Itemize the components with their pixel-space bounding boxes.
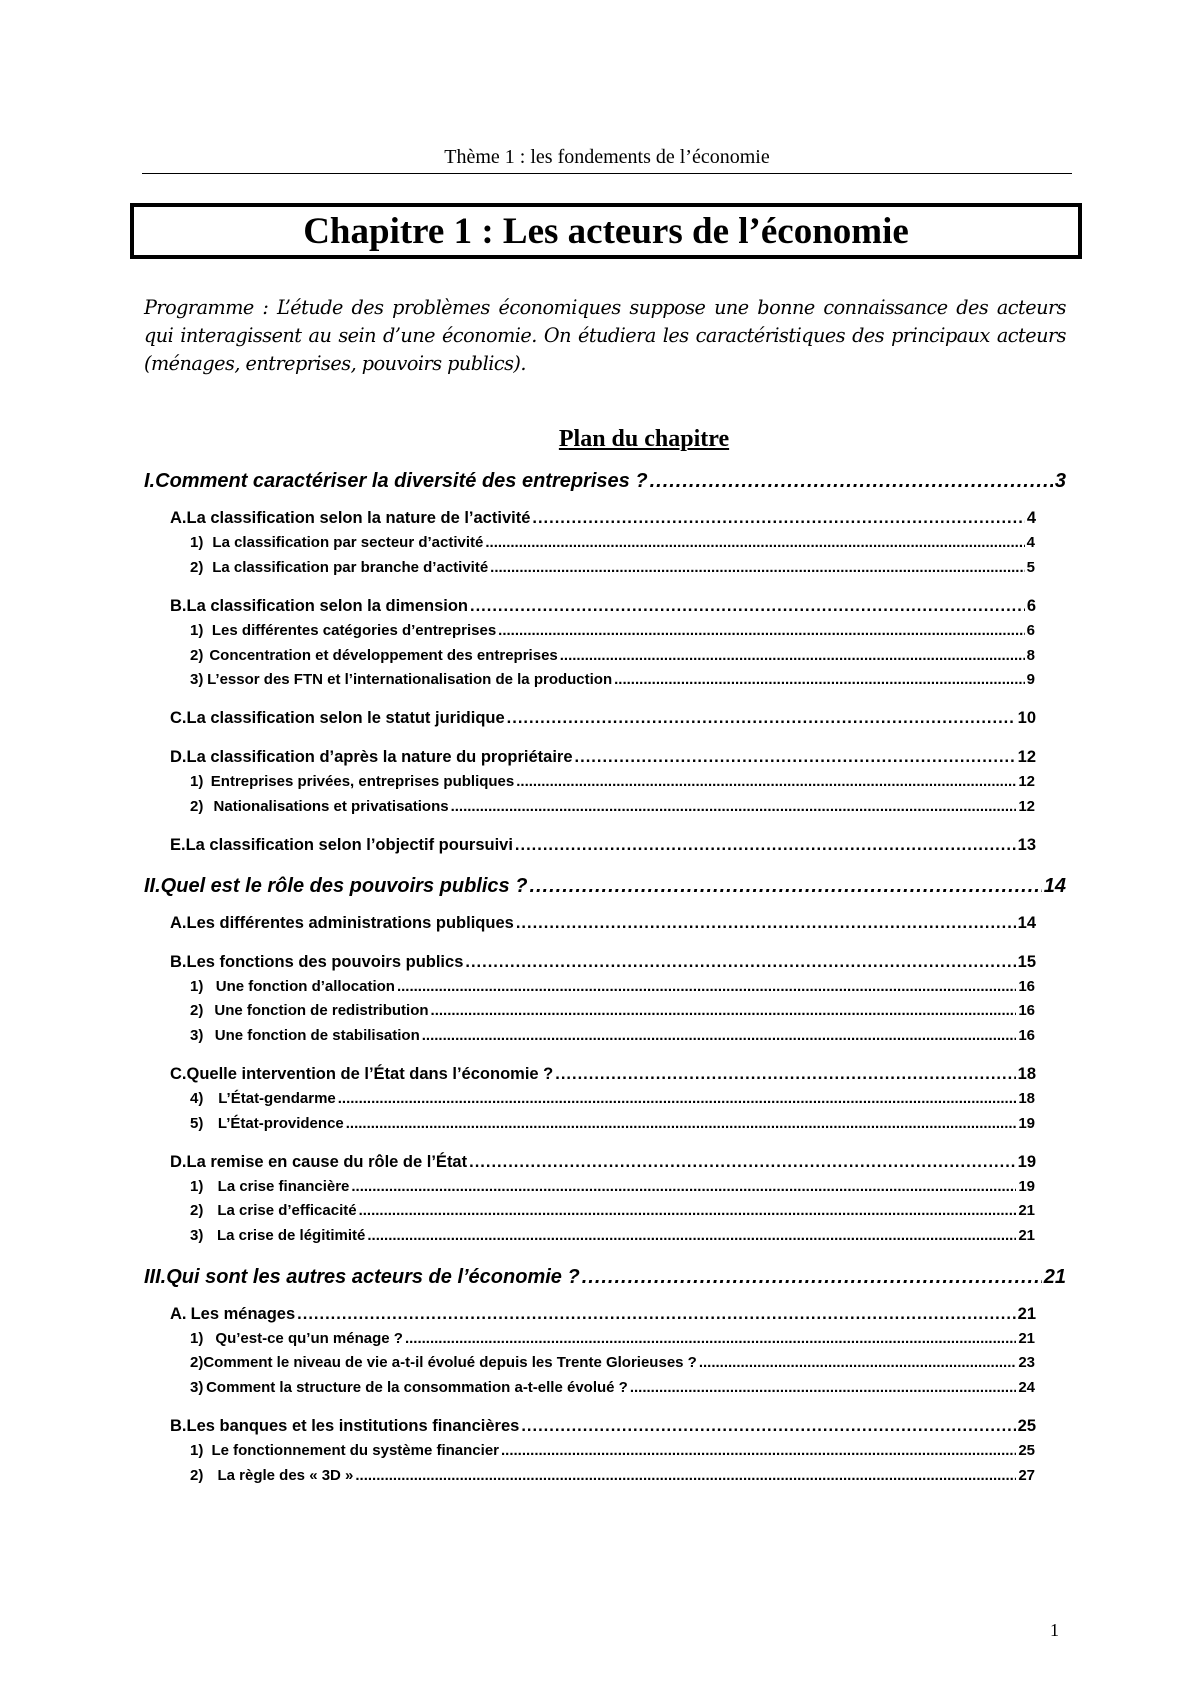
toc-leader-dots xyxy=(451,798,1017,815)
toc-entry xyxy=(190,1467,1035,1484)
toc-entry-label: La classification selon la nature de l’activité xyxy=(186,509,531,527)
toc-leader-dots xyxy=(470,597,1025,616)
toc-entry xyxy=(170,509,1036,528)
toc-entry-number: 1) xyxy=(190,978,204,995)
toc-entry-page: 4 xyxy=(1026,534,1035,551)
toc-leader-dots xyxy=(367,1227,1016,1244)
toc-entry-page: 21 xyxy=(1018,1202,1035,1219)
toc-entry xyxy=(190,534,1035,551)
programme-paragraph: Programme : L’étude des problèmes économiques suppose une bonne connaissance des acteurs qui interagissent au sein d’une économie. On étudiera les caractéristiques des principaux acteurs (ménages, entreprises, pouvoirs publics). xyxy=(144,296,1066,375)
toc-entry-number: C. xyxy=(170,1065,187,1083)
toc-entry-page: 16 xyxy=(1018,978,1035,995)
toc-entry xyxy=(170,709,1036,728)
toc-entry xyxy=(170,836,1036,855)
toc-entry xyxy=(190,978,1035,995)
toc-entry xyxy=(190,1330,1035,1347)
toc-entry-page: 5 xyxy=(1026,559,1035,576)
toc-entry-page: 25 xyxy=(1018,1442,1035,1459)
toc-entry xyxy=(170,1417,1036,1436)
toc-entry-label: Quelle intervention de l’État dans l’économie ? xyxy=(186,1065,554,1083)
toc-entry-label: La classification par secteur d’activité xyxy=(212,534,484,551)
toc-entry-page: 18 xyxy=(1017,1065,1036,1083)
chapter-title: Chapitre 1 : Les acteurs de l’économie xyxy=(303,210,909,252)
toc-leader-dots xyxy=(405,1330,1016,1347)
toc-leader-dots xyxy=(516,914,1016,933)
toc-leader-dots xyxy=(355,1467,1016,1484)
toc-entry-number: 2) xyxy=(190,1467,204,1484)
toc-entry-page: 12 xyxy=(1018,798,1035,815)
plan-title: Plan du chapitre xyxy=(558,426,730,452)
toc-entry xyxy=(144,875,1066,898)
toc-entry-page: 15 xyxy=(1017,953,1036,971)
toc-entry-page: 4 xyxy=(1026,509,1036,527)
toc-entry-label: Nationalisations et privatisations xyxy=(213,798,449,815)
toc-entry-number: D. xyxy=(170,1153,187,1171)
page-number: 1 xyxy=(1050,1620,1059,1640)
toc-entry-label: Les banques et les institutions financières xyxy=(186,1417,520,1435)
toc-entry xyxy=(170,597,1036,616)
toc-entry-label: L’essor des FTN et l’internationalisation de la production xyxy=(207,671,613,688)
toc-entry-label: La classification par branche d’activité xyxy=(212,559,489,576)
toc-entry-number: 2) xyxy=(190,798,204,815)
toc-entry-number: 2) xyxy=(190,1202,204,1219)
toc-entry-label: Qu’est-ce qu’un ménage ? xyxy=(215,1330,403,1347)
toc-entry-number: A. xyxy=(170,509,187,527)
toc-entry-number: II. xyxy=(144,875,161,897)
running-header: Thème 1 : les fondements de l’économie xyxy=(142,146,1072,174)
toc-entry-page: 25 xyxy=(1017,1417,1036,1435)
toc-leader-dots xyxy=(422,1027,1017,1044)
toc-leader-dots xyxy=(351,1178,1016,1195)
toc-leader-dots xyxy=(582,1266,1042,1289)
toc-leader-dots xyxy=(575,748,1016,767)
toc-entry xyxy=(170,953,1036,972)
toc-entry-label: L’État-providence xyxy=(217,1115,344,1132)
toc-entry-page: 24 xyxy=(1018,1379,1035,1396)
toc-entry xyxy=(190,622,1035,639)
toc-entry-label: Comment caractériser la diversité des entreprises ? xyxy=(155,470,648,492)
toc-entry xyxy=(170,1065,1036,1084)
toc-leader-dots xyxy=(515,836,1016,855)
toc-entry-number: C. xyxy=(170,709,187,727)
toc-entry-number: D. xyxy=(170,748,187,766)
toc-entry-label: Quel est le rôle des pouvoirs publics ? xyxy=(160,875,528,897)
toc-entry xyxy=(190,1178,1035,1195)
toc-leader-dots xyxy=(431,1002,1017,1019)
toc-leader-dots xyxy=(490,559,1024,576)
toc-entry xyxy=(190,671,1035,688)
toc-leader-dots xyxy=(516,773,1016,790)
toc-entry-number: 3) xyxy=(190,1027,204,1044)
toc-entry-number: 1) xyxy=(190,622,204,639)
toc-entry-number: 1) xyxy=(190,1178,204,1195)
toc-entry-label: L’État-gendarme xyxy=(218,1090,336,1107)
toc-entry-number: 1) xyxy=(190,1442,204,1459)
toc-leader-dots xyxy=(498,622,1024,639)
toc-leader-dots xyxy=(359,1202,1017,1219)
toc-entry-label: La classification d’après la nature du propriétaire xyxy=(186,748,573,766)
toc-entry xyxy=(144,470,1066,493)
toc-entry xyxy=(170,914,1036,933)
toc-entry-page: 21 xyxy=(1043,1266,1066,1288)
toc-entry-number: I. xyxy=(144,470,156,492)
toc-entry-page: 19 xyxy=(1017,1153,1036,1171)
toc-entry xyxy=(190,1202,1035,1219)
toc-entry-label: Les différentes catégories d’entreprises xyxy=(211,622,497,639)
toc-entry-page: 16 xyxy=(1018,1002,1035,1019)
toc-entry-label: La classification selon le statut juridique xyxy=(186,709,505,727)
toc-entry-number: 1) xyxy=(190,773,204,790)
toc-entry-label: Les fonctions des pouvoirs publics xyxy=(186,953,464,971)
toc-entry-number: 2) xyxy=(190,647,204,664)
toc-leader-dots xyxy=(465,953,1015,972)
toc-entry-number: 1) xyxy=(190,534,204,551)
toc-entry-label: La remise en cause du rôle de l’État xyxy=(186,1153,468,1171)
toc-entry-page: 12 xyxy=(1018,773,1035,790)
toc-entry-label: Qui sont les autres acteurs de l’économie ? xyxy=(166,1266,580,1288)
toc-entry-page: 10 xyxy=(1017,709,1036,727)
toc-leader-dots xyxy=(630,1379,1016,1396)
toc-entry-number: 5) xyxy=(190,1115,204,1132)
toc-entry xyxy=(190,559,1035,576)
toc-entry xyxy=(190,1354,1035,1371)
toc-entry-number: 3) xyxy=(190,1227,204,1244)
toc-entry-label: La crise de légitimité xyxy=(216,1227,366,1244)
toc-entry-number: B. xyxy=(170,597,187,615)
toc-leader-dots xyxy=(397,978,1016,995)
toc-entry-number: 1) xyxy=(190,1330,204,1347)
toc-entry-number: 2) xyxy=(190,1002,204,1019)
toc-entry-page: 8 xyxy=(1026,647,1035,664)
toc-entry xyxy=(170,748,1036,767)
toc-entry-label: Les ménages xyxy=(190,1305,296,1323)
toc-entry-number: 3) xyxy=(190,1379,204,1396)
toc-leader-dots xyxy=(555,1065,1015,1084)
toc-leader-dots xyxy=(485,534,1024,551)
toc-entry xyxy=(190,1115,1035,1132)
toc-entry xyxy=(190,773,1035,790)
toc-entry-page: 16 xyxy=(1018,1027,1035,1044)
toc-entry-number: 4) xyxy=(190,1090,204,1107)
toc-entry-page: 27 xyxy=(1018,1467,1035,1484)
toc-leader-dots xyxy=(614,671,1025,688)
toc-entry-page: 9 xyxy=(1026,671,1035,688)
toc-entry-label: Les différentes administrations publiques xyxy=(186,914,514,932)
toc-entry-number: B. xyxy=(170,1417,187,1435)
toc-entry-label: La crise financière xyxy=(217,1178,350,1195)
toc-entry xyxy=(190,1027,1035,1044)
toc-entry xyxy=(170,1305,1036,1324)
toc-entry-label: Une fonction de redistribution xyxy=(214,1002,429,1019)
toc-leader-dots xyxy=(469,1153,1016,1172)
toc-entry xyxy=(170,1153,1036,1172)
toc-entry-page: 19 xyxy=(1018,1178,1035,1195)
toc-entry-page: 12 xyxy=(1017,748,1036,766)
toc-leader-dots xyxy=(501,1442,1016,1459)
toc-entry xyxy=(190,1227,1035,1244)
toc-entry-page: 18 xyxy=(1018,1090,1035,1107)
toc-entry-number: 2) xyxy=(190,1354,204,1371)
toc-entry xyxy=(190,1002,1035,1019)
toc-entry-number: III. xyxy=(144,1266,167,1288)
toc-leader-dots xyxy=(507,709,1016,728)
toc-leader-dots xyxy=(338,1090,1017,1107)
toc-entry-page: 6 xyxy=(1026,597,1036,615)
toc-entry-page: 19 xyxy=(1018,1115,1035,1132)
toc-entry-label: Comment la structure de la consommation a-t-elle évolué ? xyxy=(206,1379,628,1396)
toc-leader-dots xyxy=(699,1354,1016,1371)
toc-entry xyxy=(190,1379,1035,1396)
toc-entry-page: 13 xyxy=(1017,836,1036,854)
toc-entry xyxy=(190,798,1035,815)
toc-entry-page: 21 xyxy=(1018,1227,1035,1244)
toc-entry-page: 14 xyxy=(1017,914,1036,932)
toc-entry-label: La classification selon l’objectif poursuivi xyxy=(185,836,513,854)
toc-entry-label: Une fonction de stabilisation xyxy=(214,1027,420,1044)
toc-entry-label: Le fonctionnement du système financier xyxy=(211,1442,499,1459)
toc-entry-page: 6 xyxy=(1026,622,1035,639)
toc-entry-label: Comment le niveau de vie a-t-il évolué depuis les Trente Glorieuses ? xyxy=(203,1354,697,1371)
toc-entry-number: A. xyxy=(170,1305,187,1323)
toc-entry-page: 21 xyxy=(1018,1330,1035,1347)
toc-leader-dots xyxy=(297,1305,1015,1324)
toc-entry-label: La règle des « 3D » xyxy=(217,1467,354,1484)
toc-entry-label: Entreprises privées, entreprises publiques xyxy=(210,773,515,790)
toc-entry xyxy=(144,1266,1066,1289)
toc-entry-label: La crise d’efficacité xyxy=(217,1202,357,1219)
toc-entry-number: 3) xyxy=(190,671,204,688)
toc-leader-dots xyxy=(650,470,1053,493)
toc-entry xyxy=(190,1442,1035,1459)
toc-entry-label: La classification selon la dimension xyxy=(186,597,468,615)
toc-entry-page: 14 xyxy=(1043,875,1066,897)
toc-entry-page: 23 xyxy=(1018,1354,1035,1371)
toc-entry-number: B. xyxy=(170,953,187,971)
toc-entry-number: E. xyxy=(170,836,186,854)
toc-entry-label: Une fonction d’allocation xyxy=(215,978,395,995)
toc-leader-dots xyxy=(529,875,1041,898)
toc-entry-page: 21 xyxy=(1017,1305,1036,1323)
toc-entry-number: 2) xyxy=(190,559,204,576)
toc-entry-label: Concentration et développement des entreprises xyxy=(209,647,558,664)
toc-leader-dots xyxy=(346,1115,1017,1132)
toc-entry-number: A. xyxy=(170,914,187,932)
toc-leader-dots xyxy=(560,647,1025,664)
toc-entry-page: 3 xyxy=(1054,470,1066,492)
toc-entry xyxy=(190,1090,1035,1107)
toc-leader-dots xyxy=(532,509,1024,528)
toc-leader-dots xyxy=(521,1417,1015,1436)
toc-entry xyxy=(190,647,1035,664)
